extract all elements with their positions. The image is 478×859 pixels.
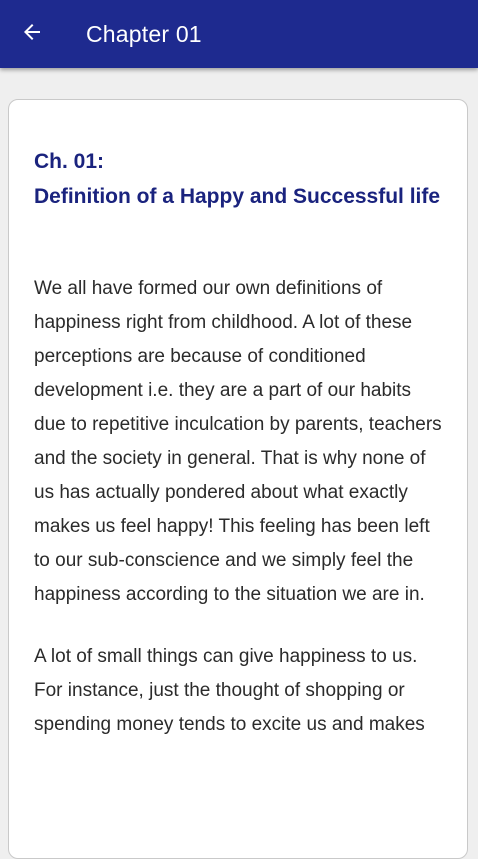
content-card <box>8 99 468 859</box>
arrow-left-icon <box>20 20 44 49</box>
chapter-number: Ch. 01: <box>34 150 105 173</box>
chapter-title: Definition of a Happy and Successful life <box>34 185 441 208</box>
back-button[interactable] <box>8 10 56 58</box>
app-bar <box>0 0 478 68</box>
paragraph: A lot of small things can give happiness to us. For instance, just the thought of shopping or spending money tends to excite us and makes <box>34 646 425 735</box>
article-body[interactable] <box>34 144 444 770</box>
paragraph: We all have formed our own definitions of happiness right from childhood. A lot of these perceptions are because of conditioned development i.e. they are a part of our habits due to repetitive inculcation by parents, teachers and the society in general. That is why none of us has actually pondered about what exactly makes us feel happy! This feeling has been left to our sub-conscience and we simply feel the happiness according to the situation we are in. <box>34 278 442 605</box>
chapter-heading <box>34 144 444 214</box>
page-title: Chapter 01 <box>86 21 202 47</box>
